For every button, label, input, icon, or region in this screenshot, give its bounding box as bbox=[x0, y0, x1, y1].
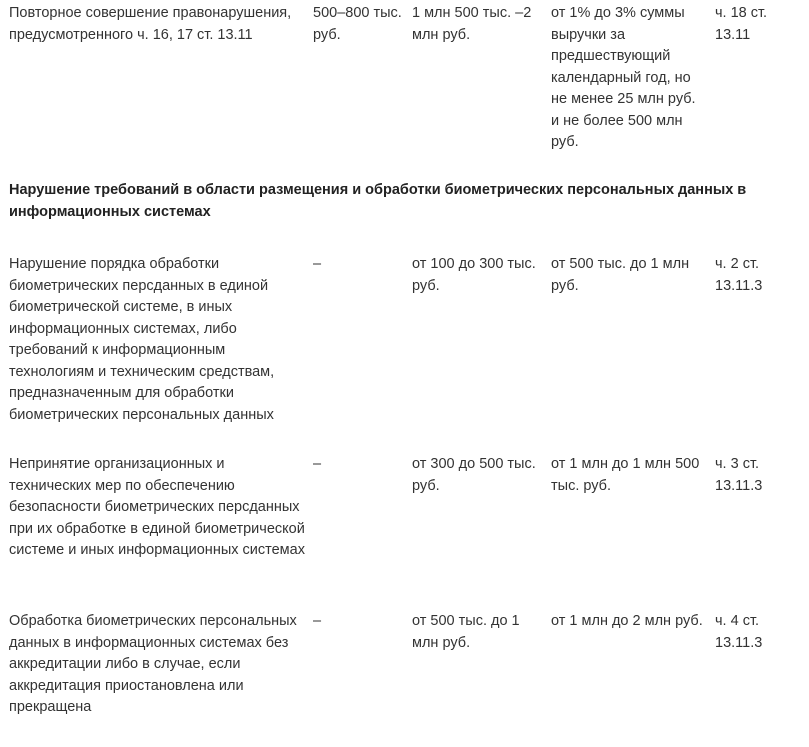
fine-legal-revenue-cell: от 1% до 3% суммы выручки за предшествующий календарный год, но не менее 25 млн руб. и не более 500 млн руб. bbox=[551, 5, 696, 150]
fine-legal-cell: от 500 тыс. до 1 млн руб. bbox=[412, 613, 520, 651]
article-cell: ч. 18 ст. 13.11 bbox=[715, 5, 768, 43]
article-cell: ч. 3 ст. 13.11.3 bbox=[715, 456, 763, 494]
fine-legal-cell: от 300 до 500 тыс. руб. bbox=[412, 456, 536, 494]
article-cell: ч. 2 ст. 13.11.3 bbox=[715, 256, 763, 294]
fine-officials-cell: – bbox=[313, 613, 322, 629]
fine-legal-revenue-cell: от 1 млн до 2 млн руб. bbox=[551, 613, 703, 629]
fine-legal-revenue-cell: от 1 млн до 1 млн 500 тыс. руб. bbox=[551, 456, 700, 494]
offense-cell: Непринятие организационных и технических мер по обеспечению безопасности биометрических персданных при их обработке в единой биометрической системе и иных информационных системах bbox=[9, 456, 305, 558]
fine-legal-revenue-cell: от 500 тыс. до 1 млн руб. bbox=[551, 256, 690, 294]
fine-officials-cell: 500–800 тыс. руб. bbox=[313, 5, 402, 43]
fine-legal-cell: от 100 до 300 тыс. руб. bbox=[412, 256, 536, 294]
article-cell: ч. 4 ст. 13.11.3 bbox=[715, 613, 763, 651]
fine-officials-cell: – bbox=[313, 456, 322, 472]
offense-cell: Обработка биометрических персональных данных в информационных системах без аккредитации либо в случае, если аккредитация приостановлена или прекращена bbox=[9, 613, 297, 715]
section-heading: Нарушение требований в области размещения и обработки биометрических персональных данных в информационных системах bbox=[9, 182, 747, 220]
offense-cell: Повторное совершение правонарушения, предусмотренного ч. 16, 17 ст. 13.11 bbox=[9, 5, 292, 43]
offense-cell: Нарушение порядка обработки биометрических персданных в единой биометрической системе, в иных информационных системах, либо требований к информационным технологиям и техническим средствам, предназначенным для обработки биометрических персональных данных bbox=[9, 256, 275, 423]
fine-legal-cell: 1 млн 500 тыс. –2 млн руб. bbox=[412, 5, 532, 43]
fine-officials-cell: – bbox=[313, 256, 322, 272]
